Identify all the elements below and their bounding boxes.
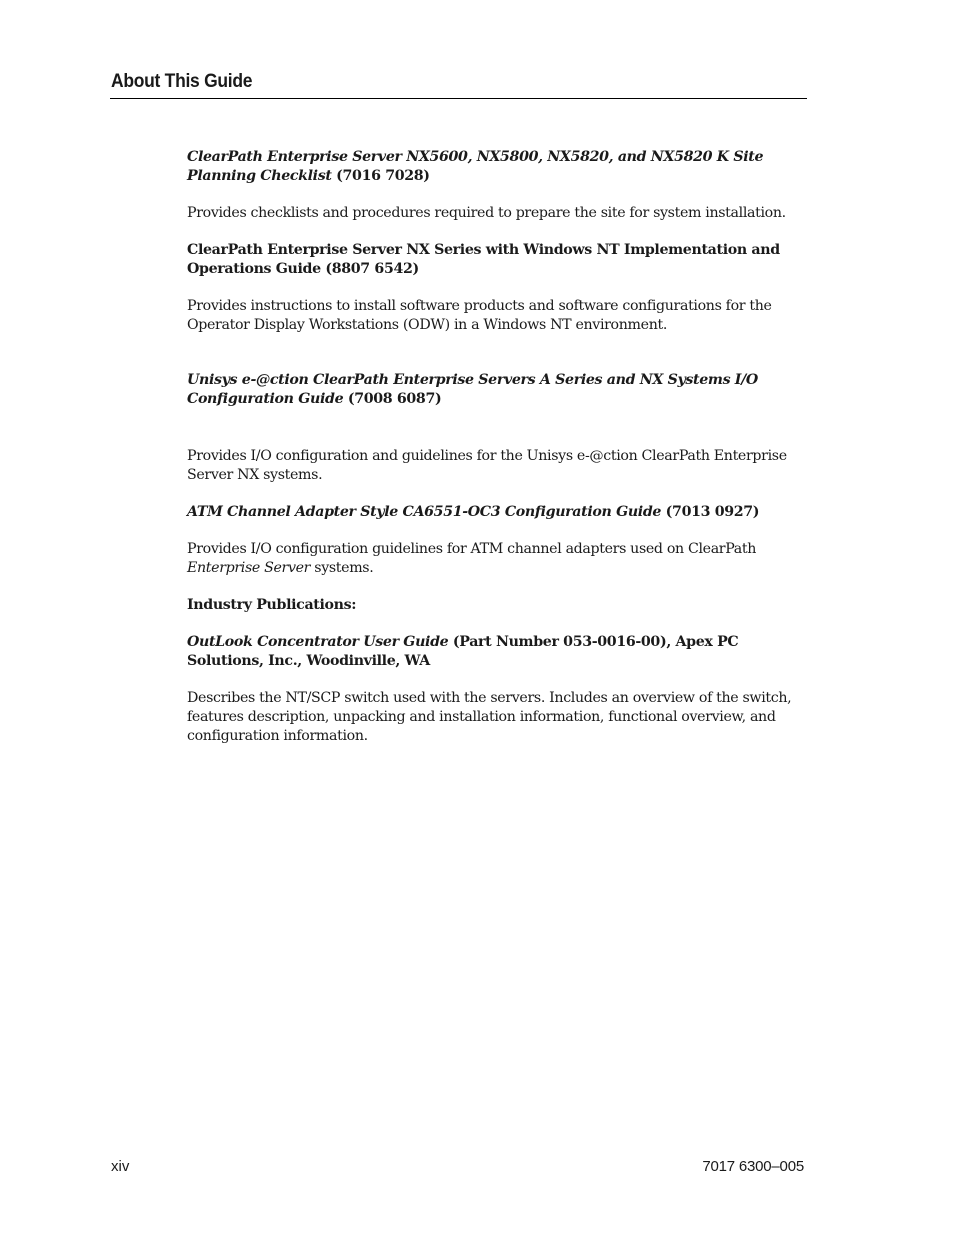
reference-title [187, 241, 797, 279]
page-content [187, 148, 797, 746]
reference-title-text: ClearPath Enterprise Server NX Series with Windows NT Implementation and Operations Guide (8807 6542) [187, 242, 780, 277]
reference-title [187, 148, 797, 186]
reference-title-italic: OutLook Concentrator User Guide [187, 634, 449, 650]
reference-description: Describes the NT/SCP switch used with the servers. Includes an overview of the switch, features description, unpacking and installation information, functional overview, and configuration information. [187, 690, 792, 744]
reference-title-italic: Unisys e-@ction ClearPath Enterprise Servers A Series and NX Systems I/O Configuration Guide [187, 372, 758, 407]
description-text: Provides I/O configuration guidelines for ATM channel adapters used on ClearPath [187, 541, 757, 557]
industry-publications-heading: Industry Publications: [187, 597, 357, 613]
reference-title-number: (7008 6087) [343, 391, 442, 407]
reference-title-number: (7016 7028) [331, 168, 430, 184]
page-number: xiv [111, 1158, 130, 1175]
reference-description [187, 540, 797, 578]
reference-title [187, 633, 797, 671]
header-rule [110, 98, 807, 99]
reference-description: Provides checklists and procedures required to prepare the site for system installation. [187, 205, 786, 221]
reference-title-number: (7013 0927) [661, 504, 760, 520]
reference-title-italic: ClearPath Enterprise Server NX5600, NX5800, NX5820, and NX5820 K Site Planning Checklist [187, 149, 764, 184]
reference-description: Provides instructions to install software products and software configurations for the Operator Display Workstations (ODW) in a Windows NT environment. [187, 298, 772, 333]
page-header-title: About This Guide [111, 71, 253, 92]
reference-title-number: (Part Number 053-0016-00), Apex PC Solutions, Inc., Woodinville, WA [187, 634, 739, 669]
reference-title [187, 371, 797, 409]
document-number: 7017 6300–005 [702, 1158, 804, 1175]
reference-title [187, 503, 797, 522]
description-italic: Enterprise Server [187, 560, 311, 576]
reference-title-italic: ATM Channel Adapter Style CA6551-OC3 Configuration Guide [187, 504, 662, 520]
description-text: systems. [310, 560, 374, 576]
reference-description: Provides I/O configuration and guidelines for the Unisys e-@ction ClearPath Enterprise Server NX systems. [187, 448, 787, 483]
